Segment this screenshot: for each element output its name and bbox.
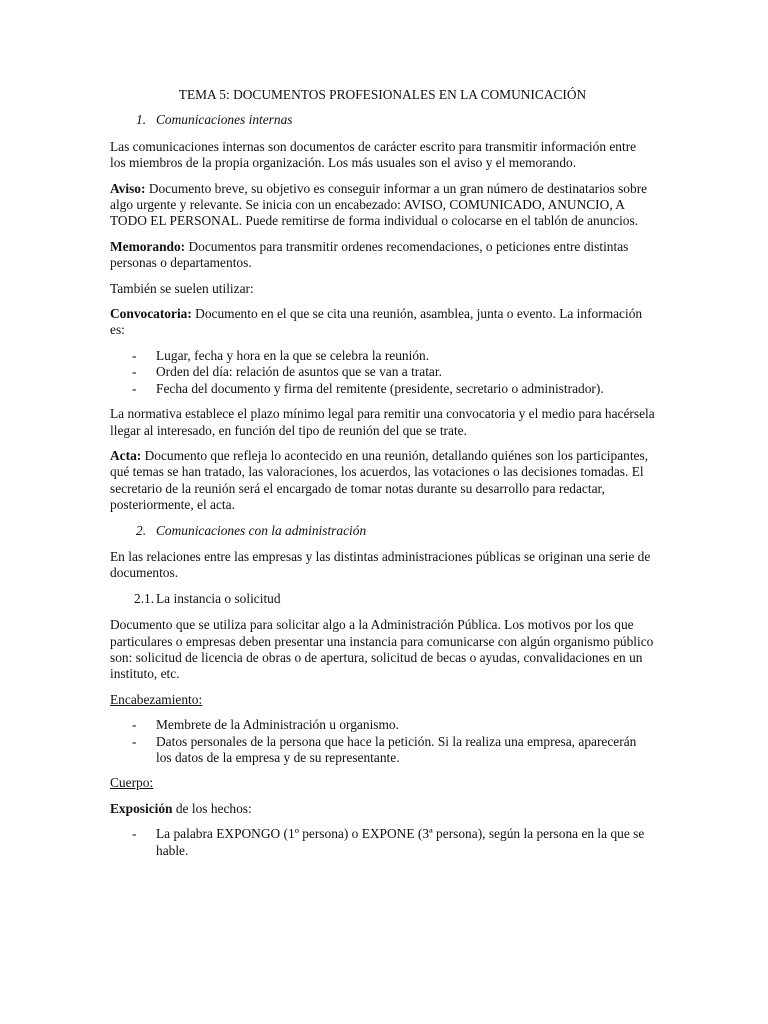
paragraph-intro: Las comunicaciones internas son documentos de carácter escrito para transmitir información entre los miembros de la propia organización. Los más usuales son el aviso y el memorando. [110, 138, 637, 171]
section-title: Comunicaciones internas [156, 112, 293, 128]
section-number: 1. [136, 112, 147, 128]
list-item [110, 348, 655, 364]
list-convocatoria [110, 348, 655, 397]
list-encabezamiento [110, 717, 655, 766]
definition-exposicion: de los hechos: [172, 800, 252, 816]
list-item [110, 717, 655, 733]
paragraph-aviso [110, 181, 655, 230]
section-number: 2.1. [134, 590, 155, 606]
term-convocatoria: Convocatoria: [110, 306, 192, 322]
list-item [110, 826, 655, 859]
dash-bullet: - [132, 364, 137, 380]
paragraph-relaciones: En las relaciones entre las empresas y las distintas administraciones públicas se originan una serie de documentos. [110, 548, 651, 581]
paragraph-exposicion [110, 801, 655, 817]
dash-bullet: - [132, 733, 137, 749]
section-heading-1 [136, 112, 655, 128]
paragraph-memorando [110, 239, 655, 272]
label-encabezamiento [110, 692, 655, 708]
paragraph-instancia: Documento que se utiliza para solicitar algo a la Administración Pública. Los motivos por los que particulares o empresas deben presentar una instancia para comunicarse con algún organismo público son: solicitud de licencia de obras o de apertura, solicitud de becas o ayudas, convalidaciones en un instituto, etc. [110, 617, 654, 682]
list-exposicion [110, 826, 655, 859]
paragraph-acta [110, 448, 655, 514]
list-item-text: Orden del día: relación de asuntos que se van a tratar. [156, 364, 442, 380]
list-item-text: Lugar, fecha y hora en la que se celebra la reunión. [156, 347, 430, 363]
section-title: La instancia o solicitud [156, 590, 281, 606]
paragraph-normativa: La normativa establece el plazo mínimo legal para remitir una convocatoria y el medio para hacérsela llegar al interesado, en función del tipo de reunión del que se trate. [110, 406, 655, 438]
list-item-text: Membrete de la Administración u organismo. [156, 717, 399, 733]
list-item-text: La palabra EXPONGO (1º persona) o EXPONE (3ª persona), según la persona en la que se hable. [156, 826, 645, 858]
term-memorando: Memorando: [110, 238, 186, 254]
list-item-text: Datos personales de la persona que hace la petición. Si la realiza una empresa, aparecerán los datos de la empresa y de su representante. [156, 733, 637, 765]
section-title: Comunicaciones con la administración [156, 522, 367, 538]
document-body [110, 87, 655, 868]
label-cuerpo [110, 775, 655, 791]
list-item [110, 364, 655, 380]
section-heading-2 [136, 523, 655, 539]
document-title: TEMA 5: DOCUMENTOS PROFESIONALES EN LA COMUNICACIÓN [178, 87, 587, 102]
paragraph-tambien: También se suelen utilizar: [110, 280, 254, 296]
definition-aviso: Documento breve, su objetivo es conseguir informar a un gran número de destinatarios sobre algo urgente y relevante. Se inicia con un encabezado: AVISO, COMUNICADO, ANUNCIO, A TODO EL PERSONAL. Puede remitirse de forma individual o colocarse en el tablón de anuncios. [110, 180, 648, 229]
encabezamiento-text: Encabezamiento: [110, 691, 203, 707]
definition-convocatoria: Documento en el que se cita una reunión, asamblea, junta o evento. La información es: [110, 306, 643, 338]
section-number: 2. [136, 522, 147, 538]
definition-memorando: Documentos para transmitir ordenes recomendaciones, o peticiones entre distintas personas o departamentos. [110, 238, 629, 271]
term-exposicion: Exposición [110, 800, 173, 816]
dash-bullet: - [132, 826, 137, 842]
paragraph-convocatoria [110, 306, 655, 339]
definition-acta: Documento que refleja lo acontecido en una reunión, detallando quiénes son los participantes, qué temas se han tratado, las valoraciones, los acuerdos, las votaciones o las decisiones tomadas. El secretario de la reunión será el encargado de tomar notas durante su desarrollo para redactar, posteriormente, el acta. [110, 447, 649, 513]
list-item [110, 381, 655, 397]
term-acta: Acta: [110, 447, 142, 463]
cuerpo-text: Cuerpo: [110, 775, 154, 791]
dash-bullet: - [132, 380, 137, 396]
term-aviso: Aviso: [110, 180, 146, 196]
section-heading-2-1 [134, 591, 655, 607]
dash-bullet: - [132, 717, 137, 733]
list-item-text: Fecha del documento y firma del remitente (presidente, secretario o administrador). [156, 380, 604, 396]
dash-bullet: - [132, 347, 137, 363]
list-item [110, 734, 655, 767]
